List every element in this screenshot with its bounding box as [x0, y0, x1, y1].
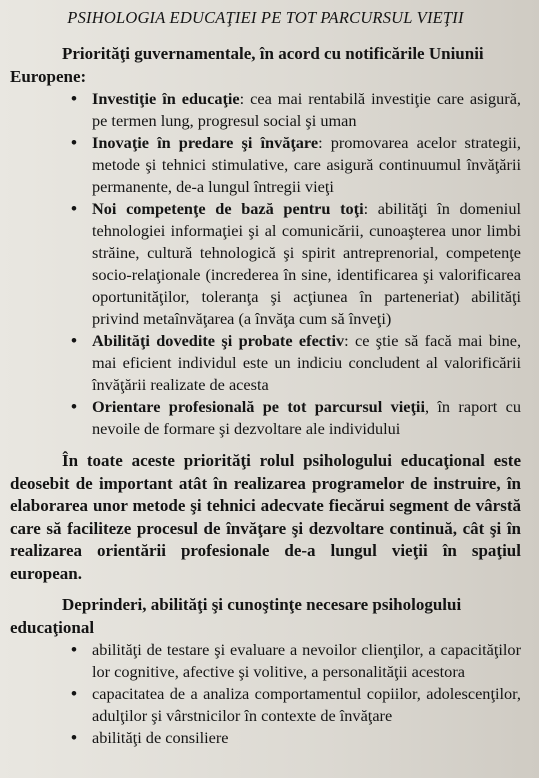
bullet-icon: • — [71, 728, 77, 747]
item-text: abilităţi de consiliere — [92, 728, 229, 747]
item-term: Inovaţie în predare şi învăţare — [92, 133, 319, 152]
list-item — [10, 132, 521, 198]
priorities-list — [10, 88, 521, 440]
list-item — [10, 198, 521, 330]
running-header: PSIHOLOGIA EDUCAŢIEI PE TOT PARCURSUL VIEŢII — [67, 8, 464, 27]
item-term: Noi competenţe de bază pentru toţi — [92, 199, 364, 218]
bullet-icon: • — [71, 89, 77, 108]
section2-heading: Deprinderi, abilităţi şi cunoştinţe necesare psihologului educaţional — [10, 595, 462, 637]
item-text: , în raport cu nevoile de formare şi dezvoltare ale individului — [92, 397, 522, 438]
item-term: Investiţie în educaţie — [92, 89, 240, 108]
list-item — [10, 88, 521, 132]
bullet-icon: • — [71, 397, 77, 416]
item-text: abilităţi de testare şi evaluare a nevoilor clienţilor, a capacităţilor lor cognitive, afective şi volitive, a personalităţii acestora — [92, 640, 521, 681]
list-item — [10, 639, 521, 683]
body-paragraph: În toate aceste priorităţi rolul psihologului educaţional este deosebit de important atât în realizarea programelor de instruire, în elaborarea unor metode şi tehnici adecvate fiecărui segment de vârstă care să faciliteze procesul de învăţare şi dezvoltare continuă, cât şi în realizarea orientării profesionale de-a lungul vieţii în spaţiul european. — [10, 451, 521, 583]
bullet-icon: • — [71, 684, 77, 703]
list-item — [10, 727, 521, 749]
section2 — [10, 593, 521, 749]
item-text: : ce ştie să facă mai bine, mai eficient individul este un indiciu concludent al valorificării învăţării realizate de acesta — [92, 331, 522, 394]
item-text: : cea mai rentabilă investiţie care asigură, pe termen lung, progresul social şi uman — [92, 89, 521, 130]
item-text: : promovarea acelor strategii, metode şi tehnici stimulative, care asigură continuumul învăţării permanente, de-a lungul întregii vieţi — [92, 133, 522, 196]
list-item — [10, 396, 521, 440]
bullet-icon: • — [71, 640, 77, 659]
item-text: capacitatea de a analiza comportamentul copiilor, adolescenţilor, adulţilor şi vârstnicilor în contexte de învăţare — [92, 684, 521, 725]
bullet-icon: • — [71, 133, 77, 152]
list-item — [10, 683, 521, 727]
skills-list — [10, 639, 521, 749]
list-item — [10, 330, 521, 396]
item-term: Orientare profesională pe tot parcursul vieţii — [92, 397, 425, 416]
item-text: : abilităţi în domeniul tehnologiei informaţiei şi al comunicării, cunoaşterea unor limbi străine, cultură tehnologică şi spirit antreprenorial, competenţe socio-relaţionale (increderea în sine, identificarea şi valorificarea oportunităţilor, toleranţa şi acţiunea în parteneriat) abilităţi privind metaînvăţarea (a învăţa cum să înveţi) — [92, 199, 521, 328]
bullet-icon: • — [71, 199, 77, 218]
section1-heading: Priorităţi guvernamentale, în acord cu notificările Uniunii Europene: — [10, 44, 484, 86]
bullet-icon: • — [71, 331, 77, 350]
item-term: Abilităţi dovedite şi probate efectiv — [92, 331, 345, 350]
